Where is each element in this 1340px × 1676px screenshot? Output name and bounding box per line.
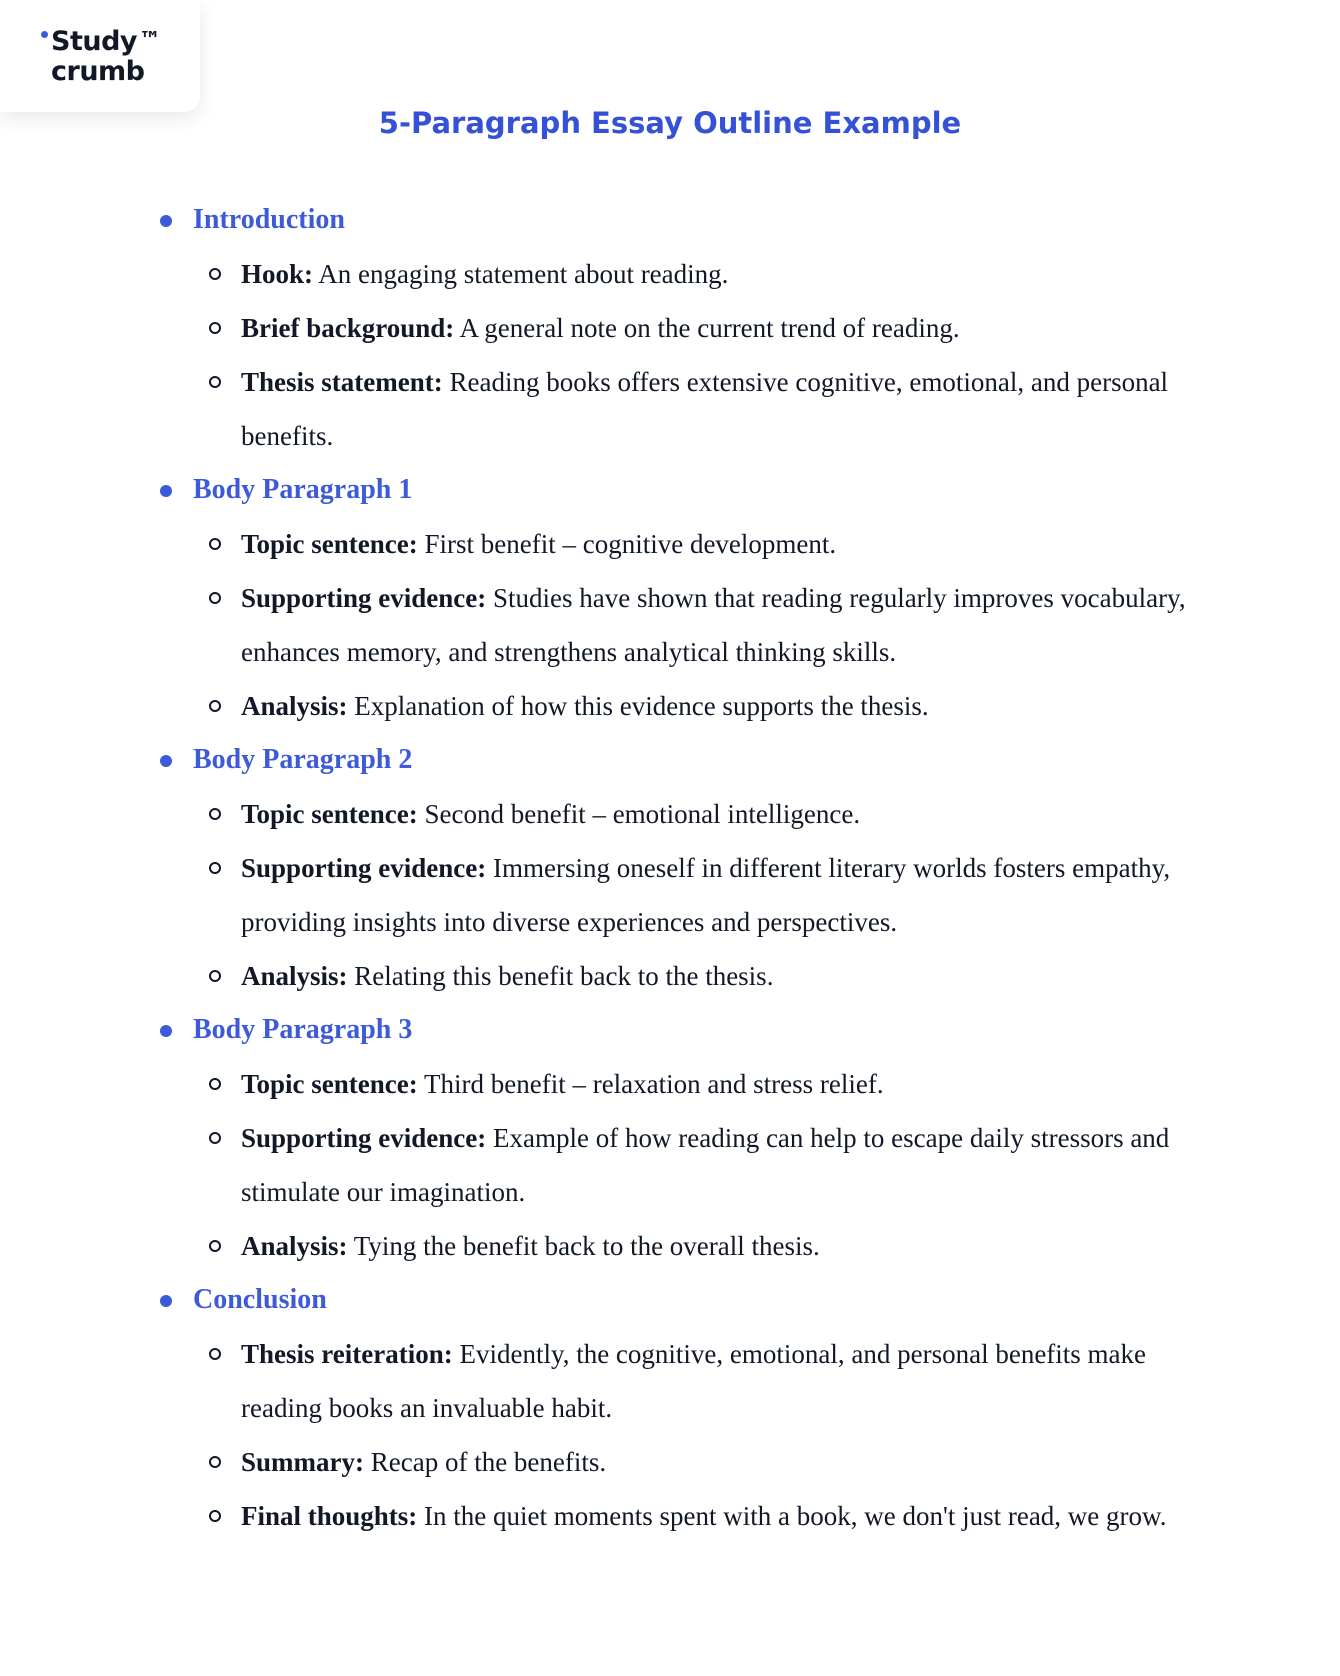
section-heading [159, 193, 1189, 247]
hollow-bullet-icon [209, 268, 221, 280]
hollow-bullet-icon [209, 538, 221, 550]
hollow-bullet-icon [209, 376, 221, 388]
section-items [159, 1327, 1189, 1543]
item-text: Reading books offers extensive cognitive, emotional, and personal benefits. [241, 367, 1169, 451]
list-item [159, 841, 1189, 949]
section-heading-text: Body Paragraph 2 [193, 744, 413, 775]
item-text: Third benefit – relaxation and stress relief. [417, 1069, 884, 1099]
logo-line-2: crumb [51, 56, 145, 87]
item-text: An engaging statement about reading. [313, 259, 729, 289]
item-label: Topic sentence: [241, 799, 418, 829]
list-item [159, 301, 1189, 355]
list-item [159, 949, 1189, 1003]
logo-card[interactable] [0, 0, 200, 112]
filled-bullet-icon [160, 1025, 172, 1037]
item-label: Topic sentence: [241, 529, 418, 559]
section-heading-text: Conclusion [193, 1284, 327, 1315]
item-label: Analysis: [241, 691, 348, 721]
item-text: Tying the benefit back to the overall thesis. [347, 1231, 820, 1261]
essay-outline [159, 193, 1189, 1543]
item-label: Final thoughts: [241, 1501, 418, 1531]
list-item [159, 1111, 1189, 1219]
list-item [159, 1327, 1189, 1435]
list-item [159, 1219, 1189, 1273]
item-text: In the quiet moments spent with a book, we don't just read, we grow. [417, 1501, 1167, 1531]
hollow-bullet-icon [209, 1456, 221, 1468]
section-items [159, 787, 1189, 1003]
hollow-bullet-icon [209, 862, 221, 874]
outline-section [159, 1273, 1189, 1543]
filled-bullet-icon [160, 215, 172, 227]
logo-trademark: ™ [139, 28, 161, 53]
list-item [159, 787, 1189, 841]
item-text: Evidently, the cognitive, emotional, and personal benefits make reading books an invaluable habit. [241, 1339, 1147, 1423]
section-heading-text: Introduction [193, 204, 345, 235]
item-label: Summary: [241, 1447, 364, 1477]
logo [51, 26, 161, 87]
list-item [159, 517, 1189, 571]
item-text: Relating this benefit back to the thesis. [347, 961, 774, 991]
item-label: Brief background: [241, 313, 455, 343]
hollow-bullet-icon [209, 1240, 221, 1252]
item-text: Example of how reading can help to escape daily stressors and stimulate our imagination. [241, 1123, 1170, 1207]
hollow-bullet-icon [209, 1510, 221, 1522]
section-heading [159, 1003, 1189, 1057]
section-heading [159, 1273, 1189, 1327]
hollow-bullet-icon [209, 808, 221, 820]
logo-line-1: Study [51, 26, 138, 57]
hollow-bullet-icon [209, 322, 221, 334]
section-heading-text: Body Paragraph 3 [193, 1014, 413, 1045]
outline-section [159, 193, 1189, 463]
section-items [159, 1057, 1189, 1273]
filled-bullet-icon [160, 755, 172, 767]
item-label: Hook: [241, 259, 314, 289]
item-label: Thesis reiteration: [241, 1339, 453, 1369]
hollow-bullet-icon [209, 1348, 221, 1360]
filled-bullet-icon [160, 1295, 172, 1307]
logo-dot-icon [41, 31, 48, 38]
list-item [159, 1435, 1189, 1489]
item-text: Recap of the benefits. [364, 1447, 607, 1477]
item-text: Second benefit – emotional intelligence. [417, 799, 861, 829]
item-label: Supporting evidence: [241, 1123, 487, 1153]
item-text: Studies have shown that reading regularly improves vocabulary, enhances memory, and strengthens analytical thinking skills. [241, 583, 1186, 667]
outline-section [159, 1003, 1189, 1273]
hollow-bullet-icon [209, 1078, 221, 1090]
filled-bullet-icon [160, 485, 172, 497]
outline-section [159, 733, 1189, 1003]
item-label: Analysis: [241, 961, 348, 991]
section-heading-text: Body Paragraph 1 [193, 474, 413, 505]
list-item [159, 355, 1189, 463]
item-text: A general note on the current trend of reading. [454, 313, 960, 343]
section-items [159, 517, 1189, 733]
list-item [159, 679, 1189, 733]
item-label: Analysis: [241, 1231, 348, 1261]
section-heading [159, 463, 1189, 517]
section-items [159, 247, 1189, 463]
hollow-bullet-icon [209, 700, 221, 712]
list-item [159, 247, 1189, 301]
page-title: 5-Paragraph Essay Outline Example [378, 106, 962, 140]
item-text: Immersing oneself in different literary worlds fosters empathy, providing insights into diverse experiences and perspectives. [241, 853, 1171, 937]
list-item [159, 571, 1189, 679]
item-label: Thesis statement: [241, 367, 443, 397]
hollow-bullet-icon [209, 1132, 221, 1144]
item-label: Supporting evidence: [241, 853, 487, 883]
list-item [159, 1489, 1189, 1543]
hollow-bullet-icon [209, 592, 221, 604]
outline-section [159, 463, 1189, 733]
list-item [159, 1057, 1189, 1111]
hollow-bullet-icon [209, 970, 221, 982]
item-text: First benefit – cognitive development. [417, 529, 837, 559]
item-label: Supporting evidence: [241, 583, 487, 613]
section-heading [159, 733, 1189, 787]
item-label: Topic sentence: [241, 1069, 418, 1099]
item-text: Explanation of how this evidence supports the thesis. [347, 691, 929, 721]
